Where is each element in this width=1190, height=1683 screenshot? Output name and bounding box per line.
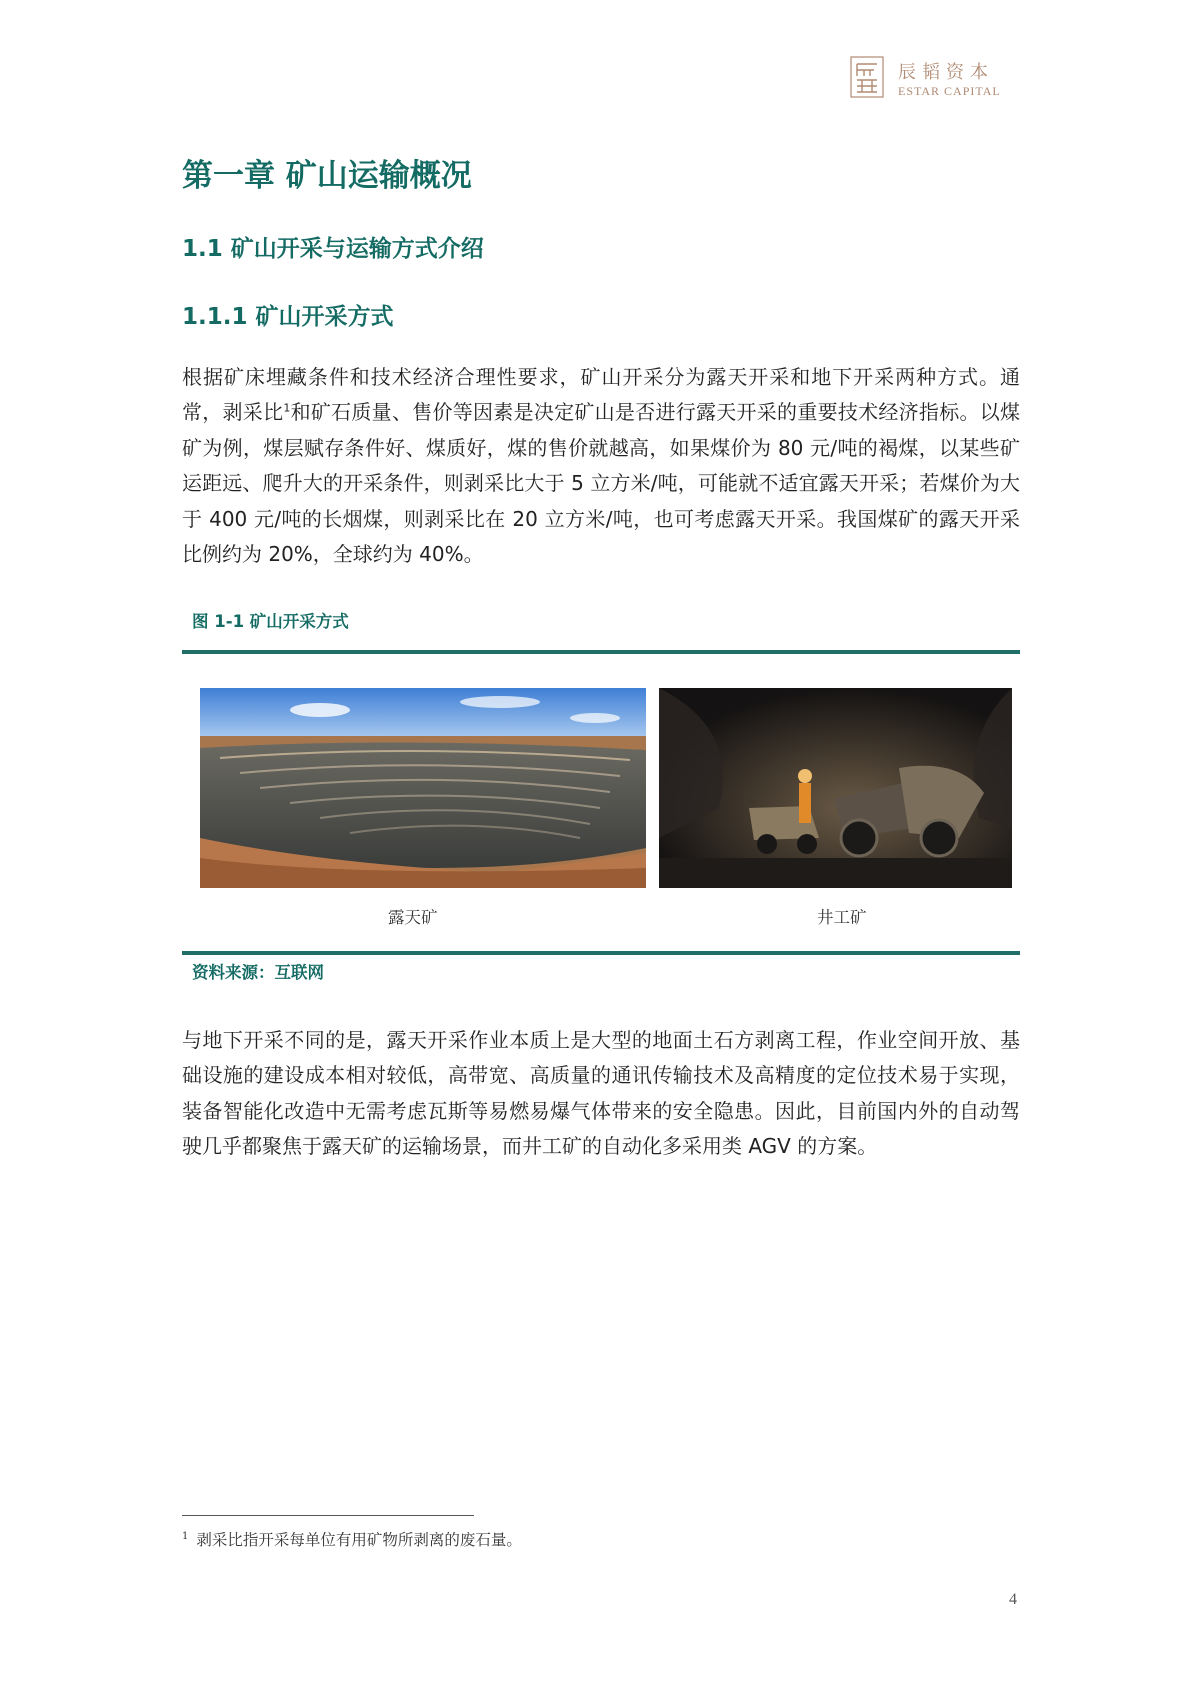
figure-caption-underground: 井工矿 [817, 908, 867, 927]
logo-seal-icon [850, 56, 884, 98]
section-title: 1.1 矿山开采与运输方式介绍 [182, 236, 484, 262]
footnote-text: 剥采比指开采每单位有用矿物所剥离的废石量。 [196, 1531, 522, 1549]
chapter-title: 第一章 矿山运输概况 [182, 158, 472, 194]
figure-top-rule [182, 650, 1020, 654]
footnote [182, 1528, 522, 1550]
body-paragraph-1 [182, 360, 1020, 572]
open-pit-mine-photo [200, 688, 646, 888]
company-logo [850, 56, 1010, 104]
figure-bottom-rule [182, 951, 1020, 955]
footnote-reference: 1 [283, 401, 291, 415]
footnote-divider [182, 1515, 474, 1516]
underground-mine-photo [659, 688, 1012, 888]
logo-english-name: ESTAR CAPITAL [898, 84, 1001, 98]
subsection-title: 1.1.1 矿山开采方式 [182, 304, 394, 330]
paragraph-text: 和矿石质量、售价等因素是决定矿山是否进行露天开采的重要技术经济指标。以煤矿为例，煤层赋存条件好、煤质好，煤的售价就越高，如果煤价为 80 元/吨的褐煤，以某些矿运距远、爬升大的开采条件，则剥采比大于 5 立方米/吨，可能就不适宜露天开采；若煤价为大于 400 元/吨的长烟煤，则剥采比在 20 立方米/吨，也可考虑露天开采。我国煤矿的露天开采比例约为 20%，全球约为 40%。 [182, 400, 1021, 567]
figure-source: 资料来源：互联网 [192, 963, 324, 982]
figure-title: 图 1-1 矿山开采方式 [192, 612, 349, 631]
paragraph-text: 根据矿床埋藏条件和技术经济合理性要求，矿山开采分为露天开采和地下开采两种方式。通常，剥采比 [182, 365, 1020, 425]
footnote-mark: 1 [182, 1530, 189, 1542]
logo-chinese-name: 辰韬资本 [898, 62, 994, 83]
body-paragraph-2: 与地下开采不同的是，露天开采作业本质上是大型的地面土石方剥离工程，作业空间开放、基础设施的建设成本相对较低，高带宽、高质量的通讯传输技术及高精度的定位技术易于实现，装备智能化改造中无需考虑瓦斯等易燃易爆气体带来的安全隐患。因此，目前国内外的自动驾驶几乎都聚焦于露天矿的运输场景，而井工矿的自动化多采用类 AGV 的方案。 [182, 1028, 1020, 1159]
figure-caption-open-pit: 露天矿 [388, 908, 438, 927]
page-number: 4 [1009, 1591, 1017, 1608]
